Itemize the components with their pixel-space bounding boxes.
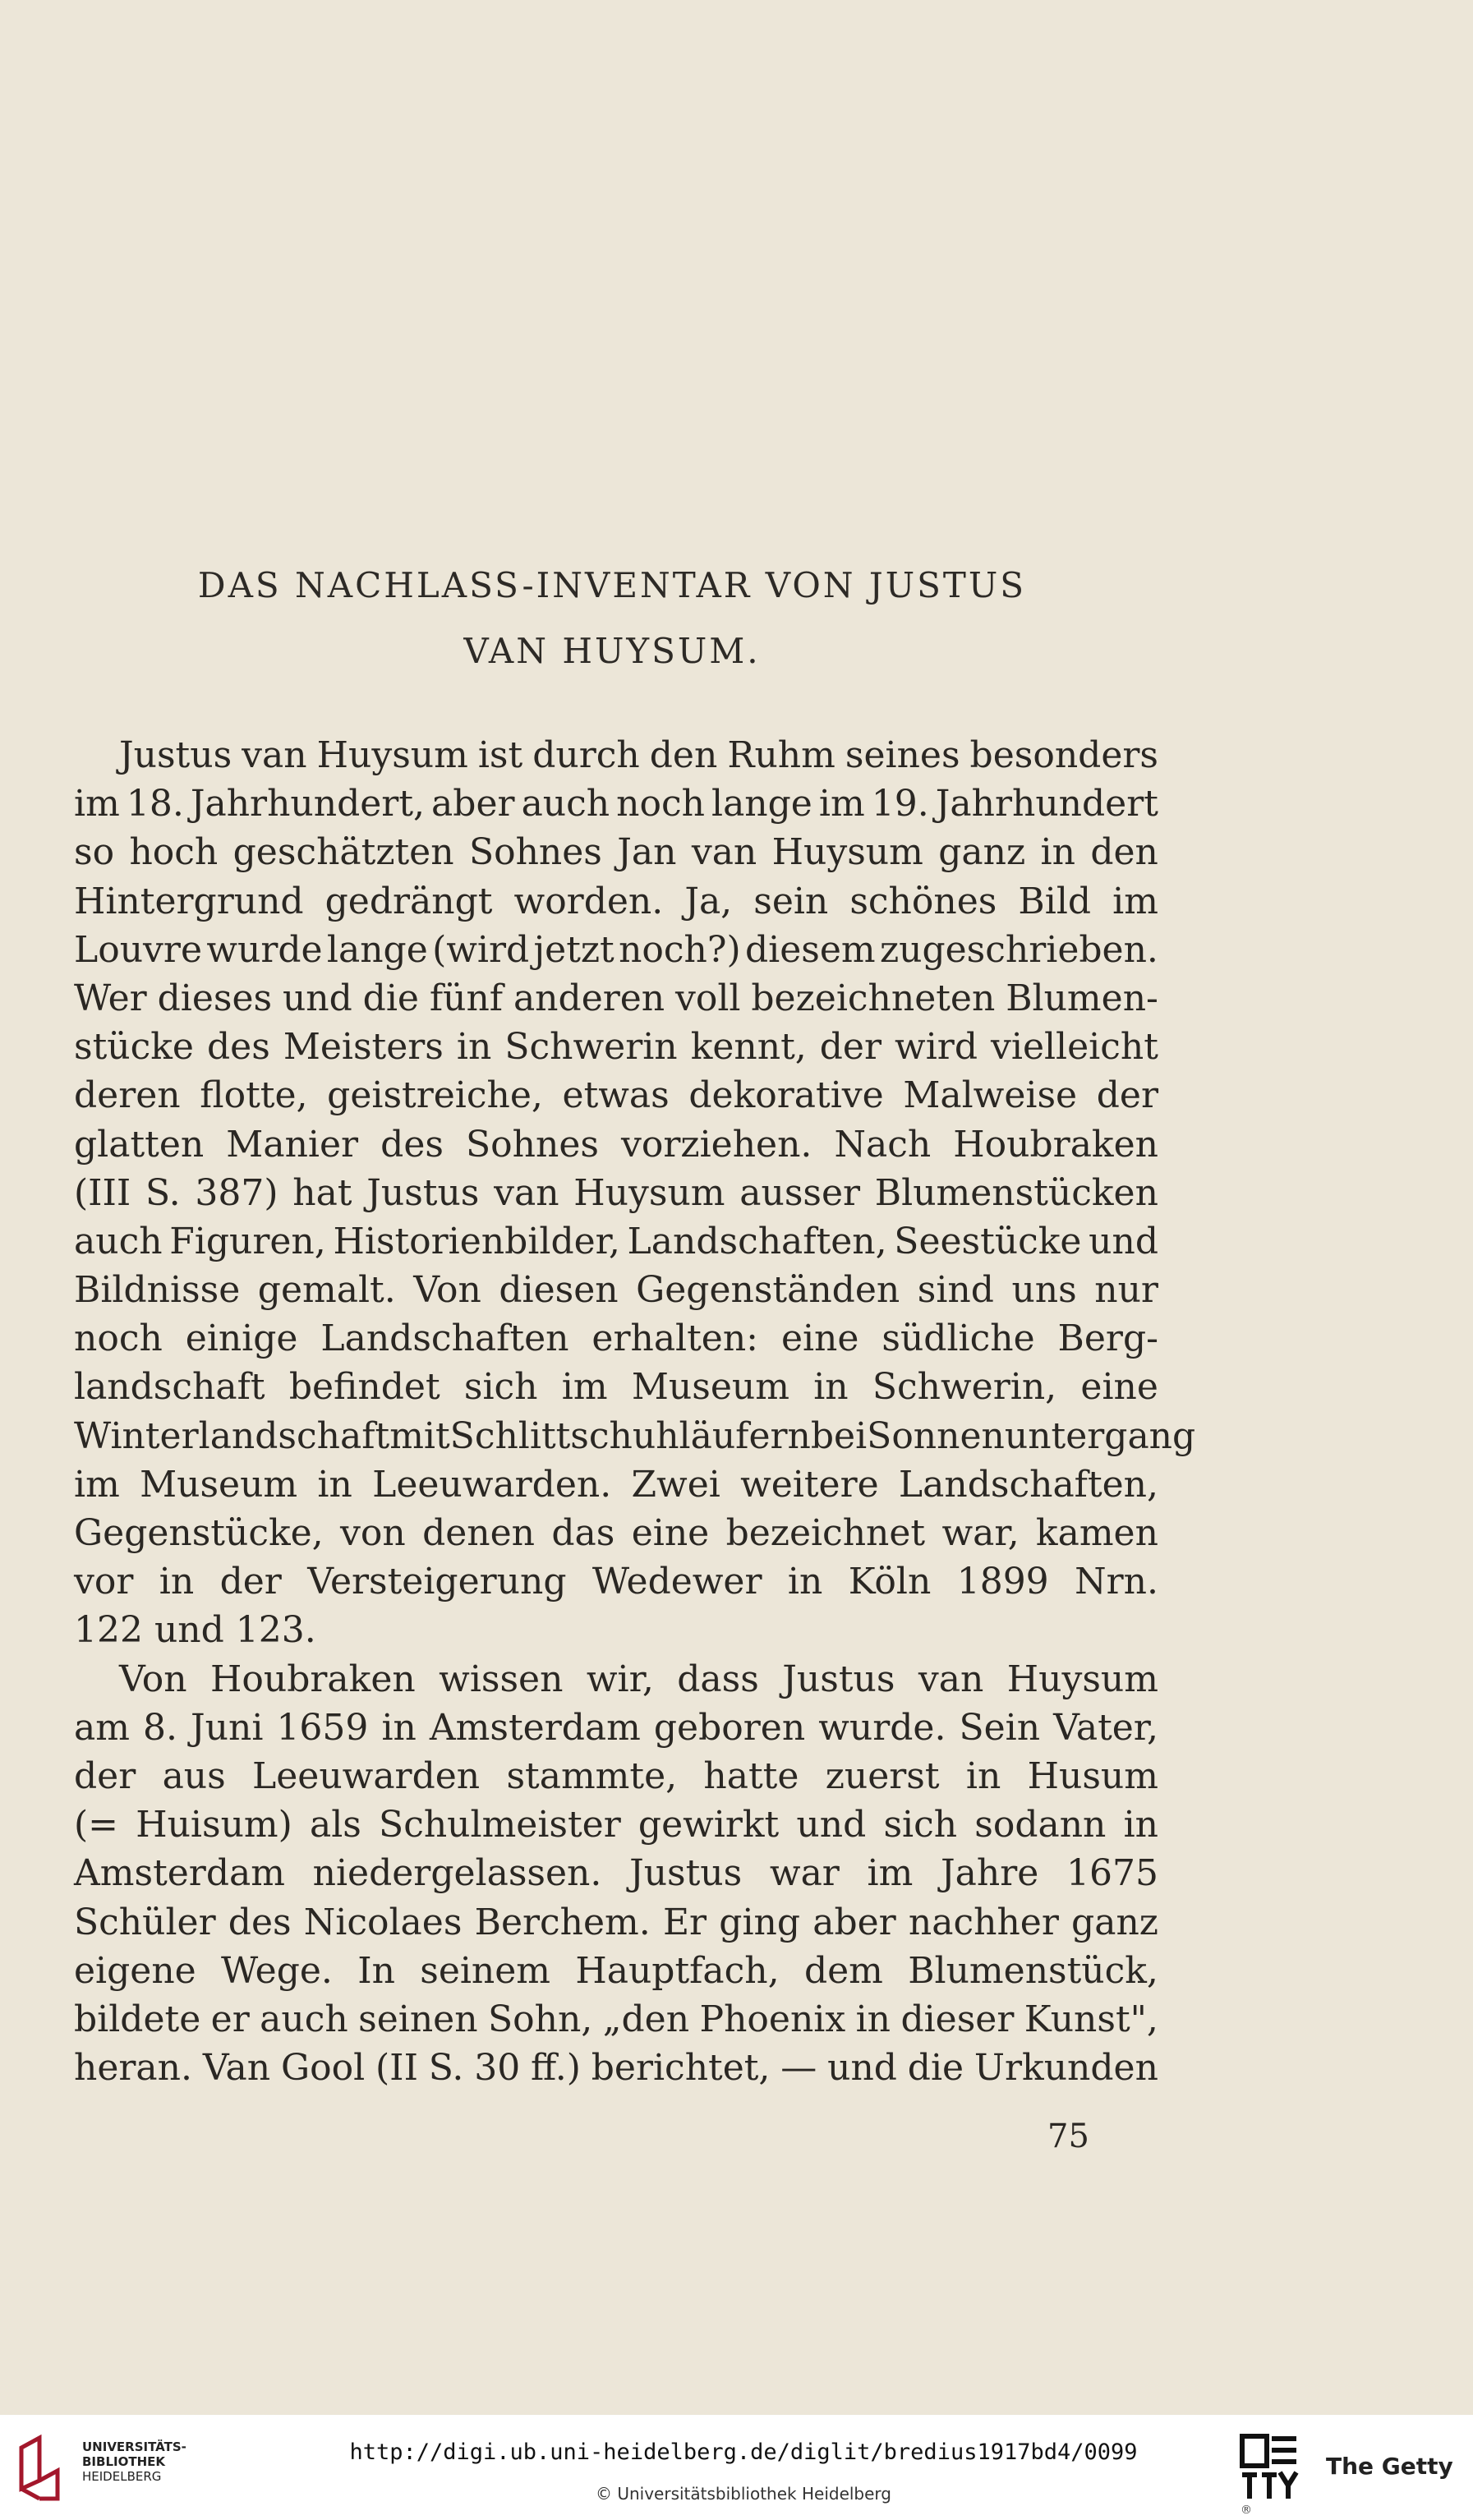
text-line: stücke des Meisters in Schwerin kennt, der wird vielleicht [74, 1026, 1158, 1069]
text-line: eigene Wege. In seinem Hauptfach, dem Blumenstück, [74, 1949, 1158, 1992]
text-line: heran. Van Gool (II S. 30 ff.) berichtet, — und die Urkunden [74, 2047, 1158, 2090]
article-body [74, 731, 1196, 2092]
text-line: noch einige Landschaften erhalten: eine südliche Berg- [74, 1317, 1158, 1360]
text-line: auch Figuren, Historienbilder, Landschaften, Seestücke und [74, 1220, 1158, 1262]
text-line: deren flotte, geistreiche, etwas dekorative Malweise der [74, 1074, 1158, 1117]
text-line: Hintergrund gedrängt worden. Ja, sein schönes Bild im [74, 880, 1158, 922]
getty-logo-icon [1239, 2433, 1301, 2502]
library-name-line-2: BIBLIOTHEK [82, 2454, 165, 2469]
text-line: glatten Manier des Sohnes vorziehen. Nach Houbraken [74, 1123, 1158, 1166]
university-library-name [82, 2440, 186, 2484]
article-title-line-1: DAS NACHLASS-INVENTAR VON JUSTUS [197, 565, 1027, 605]
article-title-line-2: VAN HUYSUM. [463, 631, 761, 671]
text-line: Von Houbraken wissen wir, dass Justus van Huysum [119, 1658, 1158, 1700]
university-library-logo-icon [15, 2431, 66, 2505]
text-line: Wer dieses und die fünf anderen voll bezeichneten Blumen- [74, 977, 1158, 1019]
permalink-url[interactable]: http://digi.ub.uni-heidelberg.de/diglit/bredius1917bd4/0099 [349, 2440, 1138, 2465]
footer-bar [0, 2415, 1473, 2520]
text-line: so hoch geschätzten Sohnes Jan van Huysum ganz in den [74, 831, 1158, 874]
registered-mark: ® [1241, 2504, 1252, 2517]
text-line: bildete er auch seinen Sohn, „den Phoenix in dieser Kunst", [74, 1998, 1158, 2040]
text-line: am 8. Juni 1659 in Amsterdam geboren wurde. Sein Vater, [74, 1706, 1158, 1749]
text-line: Justus van Huysum ist durch den Ruhm seines besonders [119, 734, 1158, 776]
text-line: Bildnisse gemalt. Von diesen Gegenständen sind uns nur [74, 1269, 1158, 1312]
getty-label: The Getty [1326, 2453, 1453, 2480]
text-line: Amsterdam niedergelassen. Justus war im Jahre 1675 [74, 1852, 1158, 1895]
text-line: landschaft befindet sich im Museum in Schwerin, eine [74, 1366, 1158, 1409]
text-line: Louvre wurde lange (wird jetzt noch?) diesem zugeschrieben. [74, 928, 1158, 971]
text-line: im 18. Jahrhundert, aber auch noch lange im 19. Jahrhundert [74, 783, 1158, 825]
text-line: Winterlandschaft mit Schlittschuhläufern bei Sonnenuntergang [74, 1414, 1196, 1457]
text-line: der aus Leeuwarden stammte, hatte zuerst in Husum [74, 1754, 1158, 1797]
text-line: (= Huisum) als Schulmeister gewirkt und sich sodann in [74, 1804, 1158, 1846]
text-line: Gegenstücke, von denen das eine bezeichnet war, kamen [74, 1512, 1158, 1554]
text-line: im Museum in Leeuwarden. Zwei weitere Landschaften, [74, 1463, 1158, 1506]
copyright-notice: © Universitätsbibliothek Heidelberg [595, 2484, 891, 2504]
text-line: 122 und 123. [74, 1609, 316, 1652]
text-line: Schüler des Nicolaes Berchem. Er ging aber nachher ganz [74, 1901, 1158, 1943]
library-name-line-3: HEIDELBERG [82, 2469, 162, 2484]
page-number: 75 [1047, 2118, 1089, 2155]
text-line: vor in der Versteigerung Wedewer in Köln 1899 Nrn. [74, 1561, 1158, 1603]
library-name-line-1: UNIVERSITÄTS- [82, 2440, 186, 2454]
text-line: (III S. 387) hat Justus van Huysum ausser Blumenstücken [74, 1171, 1158, 1214]
